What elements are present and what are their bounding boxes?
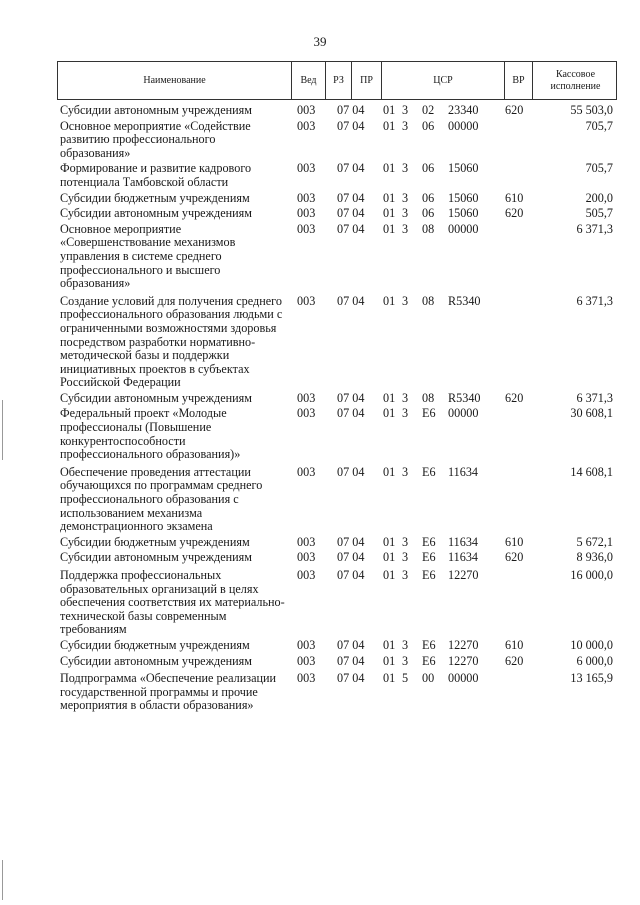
row-rz-pr: 07 04 [337, 206, 365, 221]
row-rz-pr: 07 04 [337, 221, 365, 236]
row-csr-subprogram: 5 [402, 671, 409, 686]
row-rz-pr: 07 04 [337, 637, 365, 652]
row-csr-direction: 12270 [448, 653, 479, 668]
row-ved: 003 [297, 103, 316, 117]
row-rz-pr: 07 04 [337, 118, 365, 133]
table-row [57, 655, 617, 669]
row-rz-pr: 07 04 [337, 161, 365, 176]
row-vr: 620 [505, 390, 524, 405]
row-csr-direction: 00000 [448, 221, 479, 236]
row-csr-direction: 11634 [448, 464, 479, 479]
row-ved: 003 [297, 118, 316, 133]
table-row [57, 223, 617, 291]
row-name: Субсидии автономным учреждениям [60, 390, 252, 405]
row-csr-subprogram: 3 [402, 190, 409, 205]
row-vr: 620 [505, 550, 524, 565]
row-csr-direction: 00000 [448, 118, 479, 133]
row-csr-event: 06 [422, 161, 435, 176]
row-sum: 6 371,3 [576, 390, 613, 405]
row-vr: 620 [505, 206, 524, 221]
header-sum: Кассовое исполнение [550, 68, 601, 92]
row-rz-pr: 07 04 [337, 653, 365, 668]
row-csr-subprogram: 3 [402, 390, 409, 405]
row-csr-event: E6 [422, 550, 436, 565]
row-ved: 003 [297, 390, 316, 405]
row-ved: 003 [297, 568, 316, 582]
row-rz-pr: 07 04 [337, 534, 365, 549]
row-sum: 6 371,3 [576, 221, 613, 236]
row-name: Субсидии автономным учреждениям [60, 206, 252, 221]
row-vr: 610 [505, 534, 524, 549]
row-ved: 003 [297, 190, 316, 205]
row-csr-direction: 00000 [448, 671, 479, 686]
row-rz-pr: 07 04 [337, 293, 365, 308]
table-row [57, 120, 617, 161]
table-header [57, 61, 617, 100]
row-rz-pr: 07 04 [337, 550, 365, 565]
row-name: Субсидии бюджетным учреждениям [60, 190, 250, 205]
row-csr-direction: 15060 [448, 190, 479, 205]
row-csr-event: 06 [422, 118, 435, 133]
row-csr-event: E6 [422, 464, 436, 479]
header-ved: Вед [292, 62, 326, 99]
row-csr-direction: 12270 [448, 637, 479, 652]
row-sum: 505,7 [585, 206, 613, 221]
row-name: Субсидии автономным учреждениям [60, 653, 252, 668]
row-csr-program: 01 [383, 293, 396, 308]
row-csr-event: 08 [422, 293, 435, 308]
budget-table [57, 61, 617, 713]
row-sum: 705,7 [585, 118, 613, 133]
header-pr: ПР [352, 62, 382, 99]
table-row [57, 392, 617, 406]
row-sum: 14 608,1 [570, 464, 613, 479]
row-csr-subprogram: 3 [402, 653, 409, 668]
row-csr-subprogram: 3 [402, 103, 409, 117]
row-csr-subprogram: 3 [402, 406, 409, 421]
row-rz-pr: 07 04 [337, 190, 365, 205]
row-sum: 6 371,3 [576, 293, 613, 308]
row-rz-pr: 07 04 [337, 103, 365, 117]
row-ved: 003 [297, 293, 316, 308]
table-row [57, 536, 617, 550]
row-vr: 610 [505, 637, 524, 652]
row-csr-event: E6 [422, 637, 436, 652]
row-csr-program: 01 [383, 221, 396, 236]
table-row [57, 162, 617, 189]
row-vr: 620 [505, 103, 524, 117]
row-name: Субсидии автономным учреждениям [60, 103, 252, 117]
row-vr: 610 [505, 190, 524, 205]
row-name: Субсидии бюджетным учреждениям [60, 534, 250, 549]
row-csr-event: 06 [422, 190, 435, 205]
row-csr-event: 02 [422, 103, 435, 117]
table-row [57, 104, 617, 118]
table-row [57, 551, 617, 565]
page-number: 39 [313, 34, 327, 49]
row-ved: 003 [297, 534, 316, 549]
row-csr-program: 01 [383, 118, 396, 133]
row-csr-event: E6 [422, 534, 436, 549]
row-sum: 200,0 [585, 190, 613, 205]
header-csr: ЦСР [382, 62, 505, 99]
row-csr-program: 01 [383, 206, 396, 221]
header-vr: ВР [505, 62, 533, 99]
row-csr-program: 01 [383, 190, 396, 205]
row-csr-event: E6 [422, 406, 436, 421]
margin-mark [2, 860, 3, 900]
row-csr-direction: 11634 [448, 550, 479, 565]
row-csr-direction: R5340 [448, 390, 481, 405]
row-csr-program: 01 [383, 390, 396, 405]
row-csr-program: 01 [383, 534, 396, 549]
row-name: Субсидии автономным учреждениям [60, 550, 252, 565]
row-csr-event: 08 [422, 390, 435, 405]
row-csr-event: 00 [422, 671, 435, 686]
row-ved: 003 [297, 653, 316, 668]
row-ved: 003 [297, 464, 316, 479]
row-sum: 30 608,1 [570, 406, 613, 421]
row-sum: 55 503,0 [570, 103, 613, 117]
row-csr-event: 06 [422, 206, 435, 221]
row-csr-event: E6 [422, 653, 436, 668]
row-csr-direction: 23340 [448, 103, 479, 117]
row-csr-subprogram: 3 [402, 161, 409, 176]
row-csr-event: 08 [422, 221, 435, 236]
row-sum: 16 000,0 [570, 568, 613, 582]
row-rz-pr: 07 04 [337, 568, 365, 582]
row-name: Поддержка профессиональных образовательных организаций в целях обеспечения соответствия их материально-технической базы современным требованиям [60, 568, 285, 637]
row-csr-program: 01 [383, 161, 396, 176]
row-csr-event: E6 [422, 568, 436, 582]
row-name: Обеспечение проведения аттестации обучающихся по программам среднего профессионального образования с использованием механизма демонстрационного экзамена [60, 464, 263, 534]
row-vr: 620 [505, 653, 524, 668]
row-name: Федеральный проект «Молодые профессионалы (Повышение конкурентоспособности профессионального образования)» [60, 406, 241, 462]
row-ved: 003 [297, 671, 316, 686]
row-ved: 003 [297, 161, 316, 176]
row-csr-program: 01 [383, 406, 396, 421]
row-name: Основное мероприятие «Совершенствование механизмов управления в системе среднего профессионального и высшего образования» [60, 221, 236, 291]
row-csr-subprogram: 3 [402, 568, 409, 582]
row-rz-pr: 07 04 [337, 671, 365, 686]
row-csr-program: 01 [383, 637, 396, 652]
row-csr-direction: R5340 [448, 293, 481, 308]
row-ved: 003 [297, 637, 316, 652]
row-csr-direction: 15060 [448, 161, 479, 176]
row-sum: 8 936,0 [576, 550, 613, 565]
row-csr-direction: 11634 [448, 534, 479, 549]
row-csr-subprogram: 3 [402, 293, 409, 308]
row-csr-subprogram: 3 [402, 464, 409, 479]
row-csr-subprogram: 3 [402, 637, 409, 652]
header-name: Наименование [58, 62, 292, 99]
row-rz-pr: 07 04 [337, 390, 365, 405]
row-csr-direction: 15060 [448, 206, 479, 221]
table-body [57, 104, 617, 713]
row-ved: 003 [297, 206, 316, 221]
row-csr-subprogram: 3 [402, 534, 409, 549]
row-name: Подпрограмма «Обеспечение реализации государственной программы и прочие мероприятия в области образования» [60, 671, 277, 713]
table-row [57, 295, 617, 390]
row-sum: 5 672,1 [576, 534, 613, 549]
table-row [57, 207, 617, 221]
table-row [57, 639, 617, 653]
row-sum: 10 000,0 [570, 637, 613, 652]
row-csr-program: 01 [383, 464, 396, 479]
row-name: Основное мероприятие «Содействие развитию профессионального образования» [60, 118, 251, 160]
row-csr-program: 01 [383, 653, 396, 668]
row-csr-subprogram: 3 [402, 221, 409, 236]
row-csr-subprogram: 3 [402, 118, 409, 133]
margin-mark [2, 400, 3, 460]
row-csr-program: 01 [383, 103, 396, 117]
row-name: Формирование и развитие кадрового потенциала Тамбовской области [60, 161, 252, 189]
row-csr-subprogram: 3 [402, 550, 409, 565]
table-row [57, 407, 617, 461]
table-row [57, 192, 617, 206]
row-name: Создание условий для получения среднего профессионального образования людьми с ограниченными возможностями здоровья посредством разработки нормативно-методической базы и поддержки инициативных проектов в субъектах Российской Федерации [60, 293, 283, 390]
row-name: Субсидии бюджетным учреждениям [60, 637, 250, 652]
row-csr-program: 01 [383, 671, 396, 686]
row-csr-direction: 00000 [448, 406, 479, 421]
row-sum: 6 000,0 [576, 653, 613, 668]
row-ved: 003 [297, 221, 316, 236]
row-csr-subprogram: 3 [402, 206, 409, 221]
row-csr-direction: 12270 [448, 568, 479, 582]
row-ved: 003 [297, 406, 316, 421]
row-rz-pr: 07 04 [337, 406, 365, 421]
table-row [57, 569, 617, 637]
row-ved: 003 [297, 550, 316, 565]
table-row [57, 672, 617, 713]
table-row [57, 466, 617, 534]
row-sum: 705,7 [585, 161, 613, 176]
row-rz-pr: 07 04 [337, 464, 365, 479]
row-csr-program: 01 [383, 550, 396, 565]
header-rz: РЗ [326, 62, 352, 99]
row-csr-program: 01 [383, 568, 396, 582]
row-sum: 13 165,9 [570, 671, 613, 686]
